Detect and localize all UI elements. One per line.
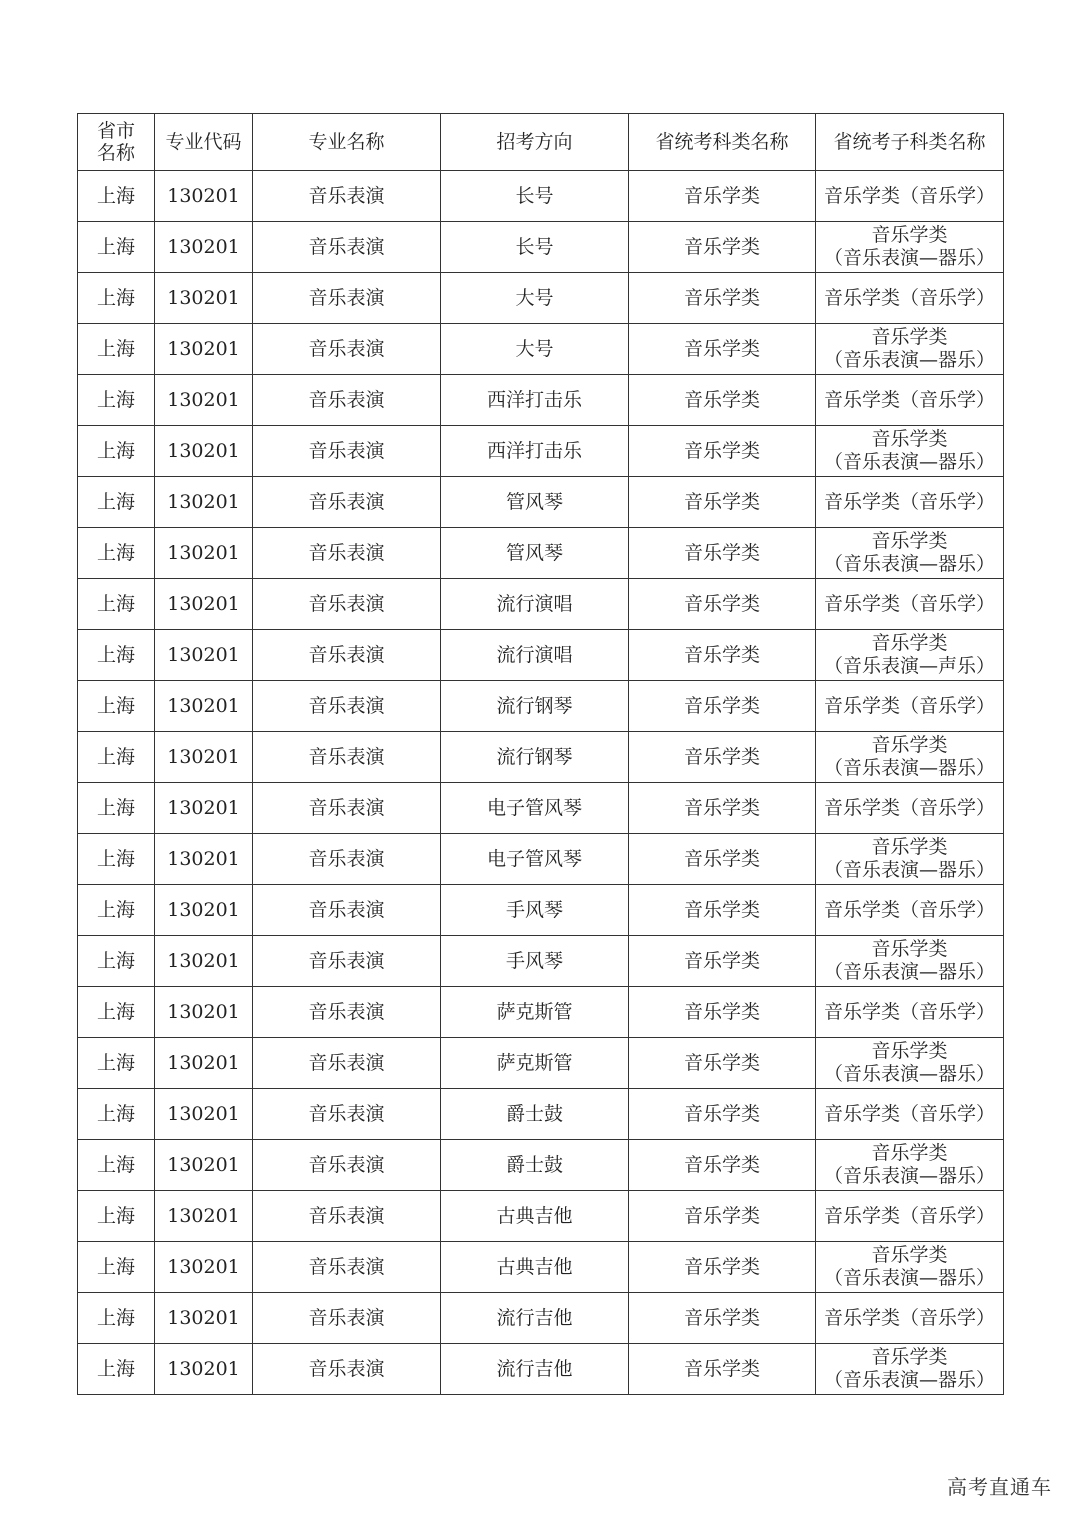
header-category: 省统考科类名称 (629, 114, 816, 171)
subcategory-line1: 音乐学类（音乐学） (823, 490, 995, 513)
table-row (78, 987, 1004, 1038)
cell-category: 音乐学类 (629, 834, 816, 885)
table-row (78, 171, 1004, 222)
header-subcategory: 省统考子科类名称 (816, 114, 1004, 171)
subcategory-line1: 音乐学类 (871, 428, 948, 450)
cell-province: 上海 (78, 1242, 155, 1293)
cell-subcategory (816, 426, 1004, 477)
admissions-table (77, 113, 1004, 1395)
cell-direction: 管风琴 (441, 528, 629, 579)
cell-major: 音乐表演 (253, 477, 441, 528)
cell-major: 音乐表演 (253, 222, 441, 273)
cell-direction: 长号 (441, 171, 629, 222)
cell-major: 音乐表演 (253, 324, 441, 375)
cell-code: 130201 (155, 885, 253, 936)
table-row (78, 1242, 1004, 1293)
cell-subcategory (816, 375, 1004, 426)
cell-subcategory (816, 936, 1004, 987)
cell-code: 130201 (155, 1293, 253, 1344)
table-row (78, 834, 1004, 885)
cell-category: 音乐学类 (629, 783, 816, 834)
header-code: 专业代码 (155, 114, 253, 171)
cell-major: 音乐表演 (253, 1089, 441, 1140)
subcategory-line1: 音乐学类（音乐学） (823, 898, 995, 921)
subcategory-line1: 音乐学类（音乐学） (823, 286, 995, 309)
subcategory-line1: 音乐学类 (871, 530, 948, 552)
cell-major: 音乐表演 (253, 375, 441, 426)
subcategory-line1: 音乐学类 (871, 938, 948, 960)
table-header-row (78, 114, 1004, 171)
cell-subcategory (816, 324, 1004, 375)
cell-code: 130201 (155, 1344, 253, 1395)
cell-province: 上海 (78, 630, 155, 681)
table-row (78, 222, 1004, 273)
subcategory-line1: 音乐学类 (871, 1040, 948, 1062)
cell-code: 130201 (155, 630, 253, 681)
cell-direction: 古典吉他 (441, 1242, 629, 1293)
cell-code: 130201 (155, 222, 253, 273)
subcategory-line1: 音乐学类 (871, 632, 948, 654)
subcategory-line1: 音乐学类 (871, 1244, 948, 1266)
cell-direction: 流行吉他 (441, 1293, 629, 1344)
cell-subcategory (816, 885, 1004, 936)
cell-direction: 长号 (441, 222, 629, 273)
cell-category: 音乐学类 (629, 222, 816, 273)
table-row (78, 1293, 1004, 1344)
cell-category: 音乐学类 (629, 885, 816, 936)
cell-code: 130201 (155, 1242, 253, 1293)
table-row (78, 783, 1004, 834)
table-row (78, 1191, 1004, 1242)
subcategory-line1: 音乐学类（音乐学） (823, 388, 995, 411)
cell-subcategory (816, 171, 1004, 222)
cell-subcategory (816, 1242, 1004, 1293)
cell-direction: 西洋打击乐 (441, 426, 629, 477)
cell-province: 上海 (78, 681, 155, 732)
table-row (78, 630, 1004, 681)
cell-province: 上海 (78, 1293, 155, 1344)
subcategory-line2: （音乐表演—器乐） (823, 1369, 995, 1391)
cell-province: 上海 (78, 579, 155, 630)
table-row (78, 579, 1004, 630)
cell-subcategory (816, 222, 1004, 273)
cell-province: 上海 (78, 1089, 155, 1140)
cell-subcategory (816, 681, 1004, 732)
cell-code: 130201 (155, 1191, 253, 1242)
cell-category: 音乐学类 (629, 681, 816, 732)
cell-code: 130201 (155, 834, 253, 885)
cell-major: 音乐表演 (253, 1242, 441, 1293)
cell-subcategory (816, 528, 1004, 579)
cell-category: 音乐学类 (629, 936, 816, 987)
cell-code: 130201 (155, 681, 253, 732)
subcategory-line2: （音乐表演—器乐） (823, 1267, 995, 1289)
cell-province: 上海 (78, 1191, 155, 1242)
cell-province: 上海 (78, 375, 155, 426)
cell-major: 音乐表演 (253, 1191, 441, 1242)
cell-province: 上海 (78, 885, 155, 936)
header-province-line2: 名称 (96, 142, 135, 164)
cell-category: 音乐学类 (629, 579, 816, 630)
cell-major: 音乐表演 (253, 1140, 441, 1191)
subcategory-line1: 音乐学类 (871, 326, 948, 348)
cell-province: 上海 (78, 1140, 155, 1191)
cell-major: 音乐表演 (253, 171, 441, 222)
cell-category: 音乐学类 (629, 987, 816, 1038)
table-row (78, 1089, 1004, 1140)
cell-major: 音乐表演 (253, 1038, 441, 1089)
cell-category: 音乐学类 (629, 528, 816, 579)
cell-direction: 流行钢琴 (441, 732, 629, 783)
cell-province: 上海 (78, 273, 155, 324)
subcategory-line1: 音乐学类（音乐学） (823, 1102, 995, 1125)
table-row (78, 1344, 1004, 1395)
table-row (78, 885, 1004, 936)
cell-category: 音乐学类 (629, 1344, 816, 1395)
cell-province: 上海 (78, 426, 155, 477)
cell-category: 音乐学类 (629, 426, 816, 477)
table-row (78, 936, 1004, 987)
cell-subcategory (816, 1089, 1004, 1140)
cell-direction: 西洋打击乐 (441, 375, 629, 426)
cell-major: 音乐表演 (253, 426, 441, 477)
cell-province: 上海 (78, 987, 155, 1038)
cell-direction: 萨克斯管 (441, 1038, 629, 1089)
cell-subcategory (816, 477, 1004, 528)
subcategory-line2: （音乐表演—器乐） (823, 961, 995, 983)
cell-province: 上海 (78, 732, 155, 783)
subcategory-line2: （音乐表演—器乐） (823, 757, 995, 779)
cell-subcategory (816, 783, 1004, 834)
subcategory-line2: （音乐表演—器乐） (823, 247, 995, 269)
cell-direction: 爵士鼓 (441, 1089, 629, 1140)
cell-province: 上海 (78, 477, 155, 528)
cell-code: 130201 (155, 528, 253, 579)
cell-major: 音乐表演 (253, 834, 441, 885)
table-row (78, 1038, 1004, 1089)
cell-code: 130201 (155, 324, 253, 375)
cell-direction: 手风琴 (441, 885, 629, 936)
cell-subcategory (816, 987, 1004, 1038)
cell-province: 上海 (78, 324, 155, 375)
cell-code: 130201 (155, 426, 253, 477)
cell-direction: 流行钢琴 (441, 681, 629, 732)
cell-subcategory (816, 1191, 1004, 1242)
cell-direction: 古典吉他 (441, 1191, 629, 1242)
cell-direction: 流行演唱 (441, 579, 629, 630)
table-row (78, 732, 1004, 783)
cell-major: 音乐表演 (253, 1293, 441, 1344)
cell-major: 音乐表演 (253, 732, 441, 783)
subcategory-line2: （音乐表演—器乐） (823, 1165, 995, 1187)
cell-code: 130201 (155, 1089, 253, 1140)
cell-direction: 大号 (441, 324, 629, 375)
cell-subcategory (816, 1344, 1004, 1395)
cell-code: 130201 (155, 987, 253, 1038)
cell-code: 130201 (155, 477, 253, 528)
cell-category: 音乐学类 (629, 375, 816, 426)
cell-direction: 电子管风琴 (441, 834, 629, 885)
subcategory-line1: 音乐学类（音乐学） (823, 184, 995, 207)
cell-subcategory (816, 1038, 1004, 1089)
cell-code: 130201 (155, 375, 253, 426)
table-row (78, 426, 1004, 477)
cell-category: 音乐学类 (629, 324, 816, 375)
cell-subcategory (816, 732, 1004, 783)
cell-code: 130201 (155, 579, 253, 630)
cell-code: 130201 (155, 732, 253, 783)
cell-province: 上海 (78, 171, 155, 222)
cell-province: 上海 (78, 783, 155, 834)
subcategory-line1: 音乐学类（音乐学） (823, 1306, 995, 1329)
table-row (78, 273, 1004, 324)
cell-subcategory (816, 630, 1004, 681)
cell-category: 音乐学类 (629, 1038, 816, 1089)
cell-major: 音乐表演 (253, 273, 441, 324)
cell-subcategory (816, 834, 1004, 885)
cell-direction: 流行演唱 (441, 630, 629, 681)
subcategory-line1: 音乐学类 (871, 734, 948, 756)
header-major: 专业名称 (253, 114, 441, 171)
cell-major: 音乐表演 (253, 936, 441, 987)
subcategory-line2: （音乐表演—器乐） (823, 451, 995, 473)
cell-subcategory (816, 579, 1004, 630)
cell-major: 音乐表演 (253, 987, 441, 1038)
cell-major: 音乐表演 (253, 528, 441, 579)
cell-direction: 流行吉他 (441, 1344, 629, 1395)
cell-direction: 手风琴 (441, 936, 629, 987)
cell-code: 130201 (155, 1140, 253, 1191)
cell-code: 130201 (155, 936, 253, 987)
table-row (78, 375, 1004, 426)
cell-major: 音乐表演 (253, 681, 441, 732)
cell-category: 音乐学类 (629, 1242, 816, 1293)
footer-brand: 高考直通车 (947, 1475, 1052, 1499)
subcategory-line1: 音乐学类 (871, 836, 948, 858)
subcategory-line1: 音乐学类 (871, 1346, 948, 1368)
cell-category: 音乐学类 (629, 273, 816, 324)
cell-major: 音乐表演 (253, 579, 441, 630)
cell-subcategory (816, 273, 1004, 324)
subcategory-line2: （音乐表演—器乐） (823, 1063, 995, 1085)
header-province (78, 114, 155, 171)
header-direction: 招考方向 (441, 114, 629, 171)
table-row (78, 528, 1004, 579)
cell-province: 上海 (78, 936, 155, 987)
subcategory-line2: （音乐表演—器乐） (823, 859, 995, 881)
cell-category: 音乐学类 (629, 1293, 816, 1344)
cell-code: 130201 (155, 783, 253, 834)
cell-province: 上海 (78, 528, 155, 579)
cell-province: 上海 (78, 222, 155, 273)
cell-major: 音乐表演 (253, 1344, 441, 1395)
cell-province: 上海 (78, 834, 155, 885)
cell-direction: 爵士鼓 (441, 1140, 629, 1191)
subcategory-line1: 音乐学类（音乐学） (823, 796, 995, 819)
cell-direction: 电子管风琴 (441, 783, 629, 834)
cell-major: 音乐表演 (253, 630, 441, 681)
cell-category: 音乐学类 (629, 630, 816, 681)
cell-major: 音乐表演 (253, 783, 441, 834)
cell-province: 上海 (78, 1038, 155, 1089)
table-row (78, 477, 1004, 528)
cell-code: 130201 (155, 273, 253, 324)
cell-category: 音乐学类 (629, 1089, 816, 1140)
cell-subcategory (816, 1140, 1004, 1191)
cell-direction: 管风琴 (441, 477, 629, 528)
subcategory-line1: 音乐学类 (871, 224, 948, 246)
cell-category: 音乐学类 (629, 171, 816, 222)
subcategory-line2: （音乐表演—声乐） (823, 655, 995, 677)
cell-major: 音乐表演 (253, 885, 441, 936)
cell-category: 音乐学类 (629, 1140, 816, 1191)
subcategory-line1: 音乐学类（音乐学） (823, 1204, 995, 1227)
subcategory-line1: 音乐学类（音乐学） (823, 694, 995, 717)
cell-province: 上海 (78, 1344, 155, 1395)
table-row (78, 681, 1004, 732)
cell-code: 130201 (155, 171, 253, 222)
cell-direction: 萨克斯管 (441, 987, 629, 1038)
subcategory-line2: （音乐表演—器乐） (823, 349, 995, 371)
cell-category: 音乐学类 (629, 732, 816, 783)
table-row (78, 324, 1004, 375)
cell-subcategory (816, 1293, 1004, 1344)
subcategory-line2: （音乐表演—器乐） (823, 553, 995, 575)
table-body (78, 171, 1004, 1395)
cell-code: 130201 (155, 1038, 253, 1089)
cell-category: 音乐学类 (629, 1191, 816, 1242)
subcategory-line1: 音乐学类 (871, 1142, 948, 1164)
cell-category: 音乐学类 (629, 477, 816, 528)
header-province-line1: 省市 (96, 120, 135, 142)
subcategory-line1: 音乐学类（音乐学） (823, 592, 995, 615)
table-row (78, 1140, 1004, 1191)
subcategory-line1: 音乐学类（音乐学） (823, 1000, 995, 1023)
cell-direction: 大号 (441, 273, 629, 324)
